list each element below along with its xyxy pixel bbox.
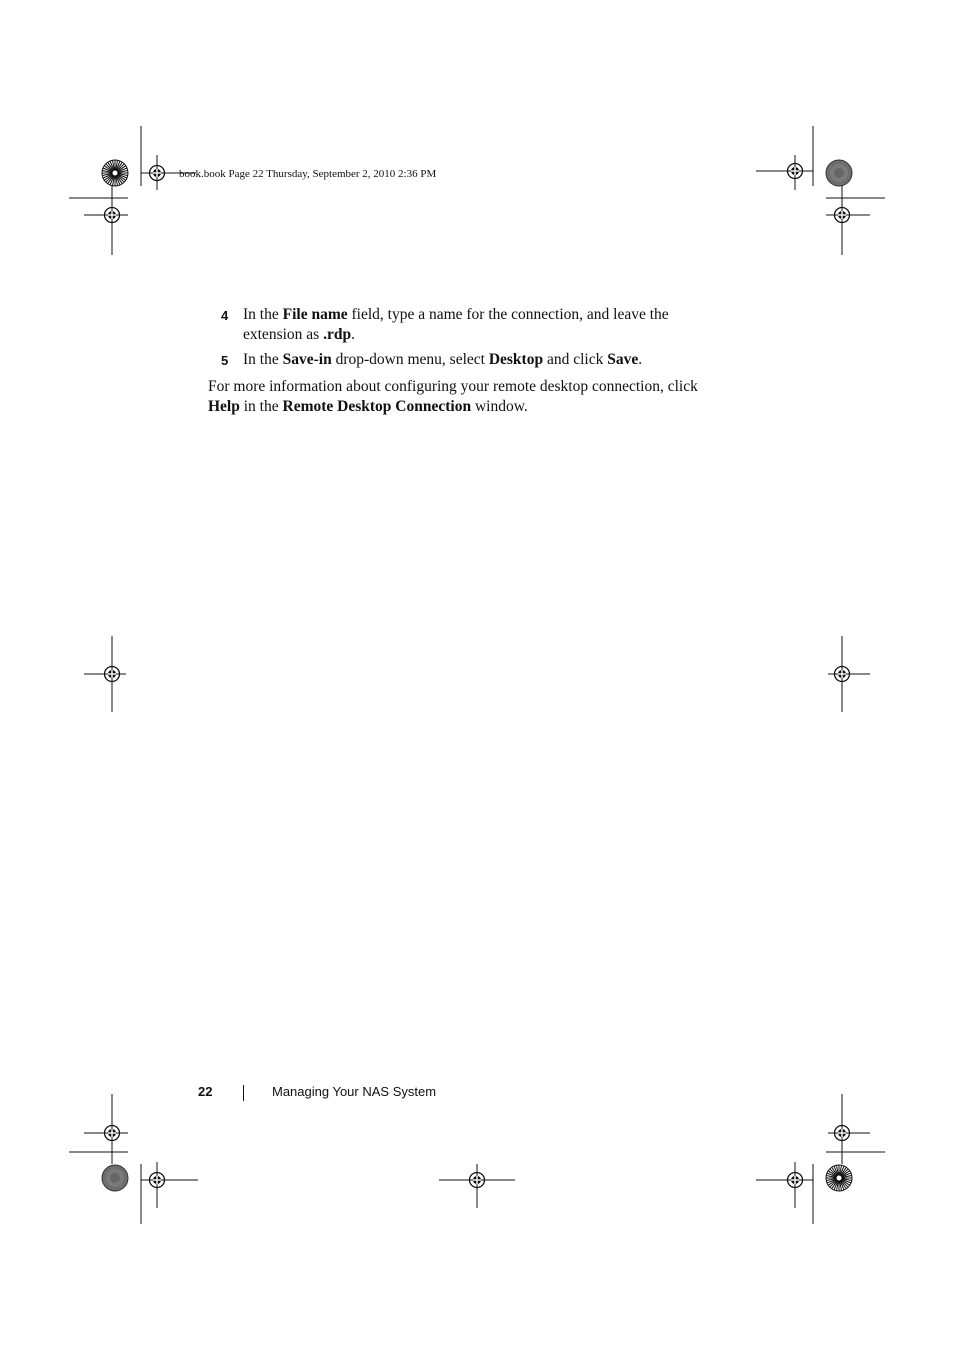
footer-divider [243, 1085, 244, 1101]
ui-term-help: Help [208, 398, 240, 415]
page-content [208, 305, 708, 417]
print-slug: book.book Page 22 Thursday, September 2, 2010 2:36 PM [179, 168, 437, 180]
section-title: Managing Your NAS System [272, 1084, 437, 1099]
step-number: 4 [221, 308, 229, 323]
ui-term-rdp: .rdp [323, 326, 352, 343]
step-number: 5 [221, 353, 229, 368]
page-number: 22 [198, 1084, 213, 1099]
page-footer [0, 1082, 954, 1104]
info-paragraph: For more information about configuring your remote desktop connection, click Help in the Remote Desktop Connection window. [208, 378, 698, 415]
ui-term-file-name: File name [282, 306, 348, 323]
ui-term-save: Save [607, 351, 639, 368]
ui-term-save-in: Save-in [282, 351, 332, 368]
ui-term-desktop: Desktop [488, 351, 544, 368]
step-4: 4 In the File name field, type a name for the connection, and leave the extension as .rdp. [221, 306, 669, 343]
step-5: 5 In the Save-in drop-down menu, select Desktop and click Save. [208, 350, 708, 370]
ui-term-remote-desktop-connection: Remote Desktop Connection [282, 398, 472, 415]
